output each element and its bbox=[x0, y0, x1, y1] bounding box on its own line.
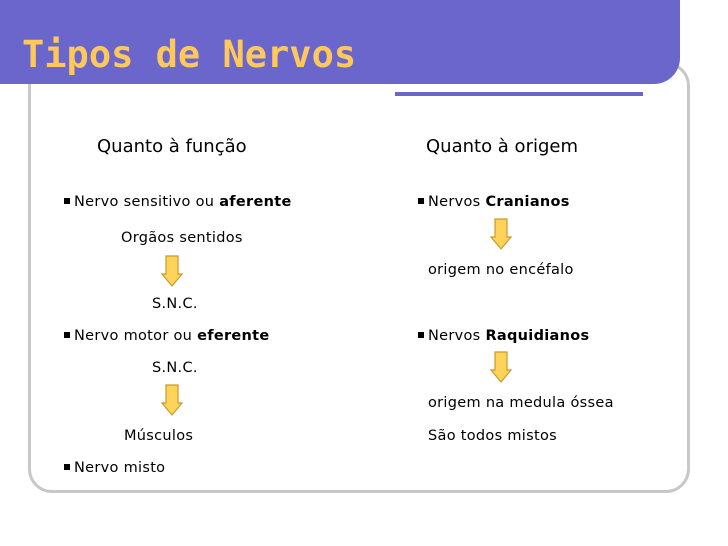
item-motor-bold: eferente bbox=[197, 328, 270, 344]
item-cranial-prefix: Nervos bbox=[428, 194, 486, 210]
arrow-down-icon bbox=[161, 255, 183, 287]
heading-function: Quanto à função bbox=[97, 136, 247, 157]
item-cranial-nerves bbox=[418, 194, 570, 210]
item-spinal-bold: Raquidianos bbox=[485, 328, 590, 344]
item-motor-nerve bbox=[64, 328, 270, 344]
organs-text: Orgãos sentidos bbox=[121, 230, 243, 246]
muscles-text: Músculos bbox=[124, 428, 194, 444]
item-sensitive-nerve bbox=[64, 194, 292, 210]
heading-origin: Quanto à origem bbox=[426, 136, 579, 157]
title-underline bbox=[395, 92, 643, 96]
snc-text-2: S.N.C. bbox=[152, 360, 198, 376]
slide-title: Tipos de Nervos bbox=[22, 33, 357, 76]
spinal-origin-text: origem na medula óssea bbox=[428, 395, 614, 411]
item-cranial-bold: Cranianos bbox=[485, 194, 570, 210]
item-sensitive-bold: aferente bbox=[219, 194, 292, 210]
item-motor-prefix: Nervo motor ou bbox=[74, 328, 198, 344]
item-spinal-nerves bbox=[418, 328, 589, 344]
item-spinal-prefix: Nervos bbox=[428, 328, 486, 344]
cranial-origin-text: origem no encéfalo bbox=[428, 262, 574, 278]
all-mixed-text: São todos mistos bbox=[428, 428, 557, 444]
item-sensitive-prefix: Nervo sensitivo ou bbox=[74, 194, 220, 210]
item-mixed-nerve: Nervo misto bbox=[64, 460, 165, 476]
arrow-down-icon bbox=[161, 384, 183, 416]
snc-text-1: S.N.C. bbox=[152, 296, 198, 312]
arrow-down-icon bbox=[490, 218, 512, 250]
arrow-down-icon bbox=[490, 351, 512, 383]
